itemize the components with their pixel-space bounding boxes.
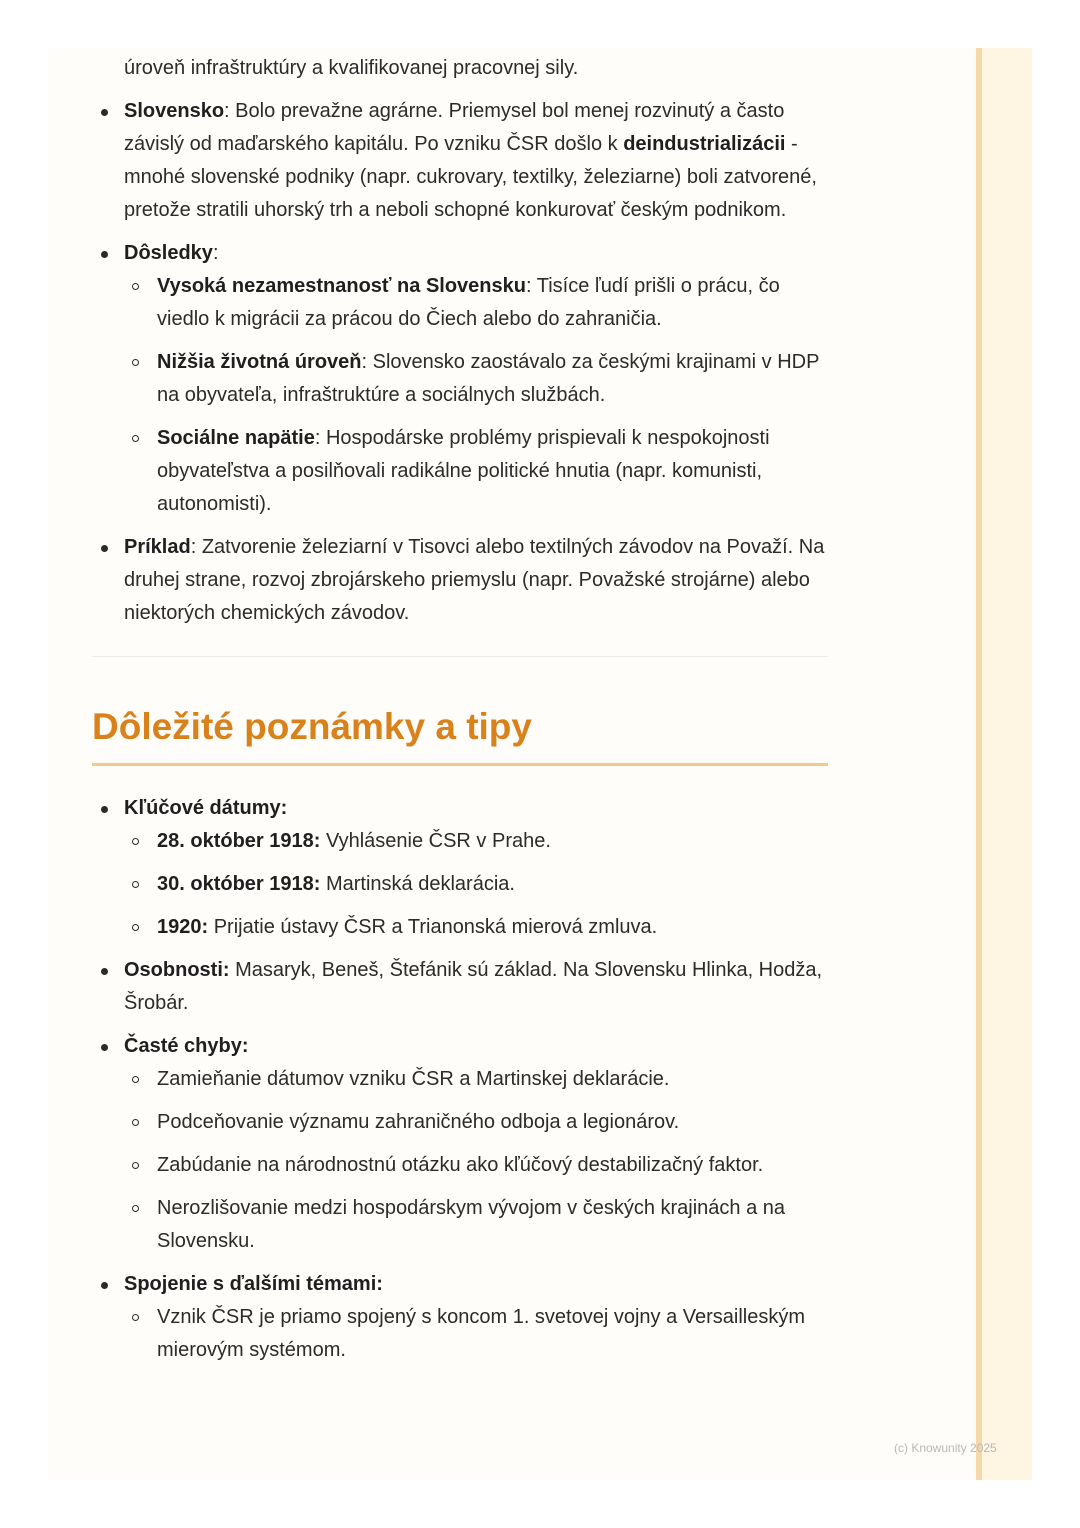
- text-span: : Slovensko zaostávalo za českými krajinami v HDP na obyvateľa, infraštruktúre a sociálnych službách.: [157, 351, 820, 406]
- section-divider: [92, 656, 828, 657]
- sub-list-item: [124, 1106, 832, 1139]
- text-span: Vznik ČSR je priamo spojený s koncom 1. svetovej vojny a Versailleským mierovým systémom.: [157, 1306, 806, 1361]
- text-span: : Tisíce ľudí prišli o prácu, čo viedlo k migrácii za prácou do Čiech alebo do zahraničia.: [157, 275, 780, 330]
- sub-list-item: [124, 868, 832, 901]
- text-span: Nerozlišovanie medzi hospodárskym vývojom v českých krajinách a na Slovensku.: [157, 1197, 786, 1252]
- bold-term: Kľúčové dátumy:: [124, 797, 288, 819]
- sub-list-item: [124, 1301, 832, 1367]
- bold-term: Nižšia životná úroveň: [157, 351, 362, 373]
- sub-list-item: [124, 911, 832, 944]
- sub-list: [124, 1301, 832, 1367]
- list-item: [92, 954, 832, 1020]
- text-span: Masaryk, Beneš, Štefánik sú základ. Na Slovensku Hlinka, Hodža, Šrobár.: [124, 959, 823, 1014]
- text-span: :: [212, 242, 219, 264]
- text-span: Zamieňanie dátumov vzniku ČSR a Martinskej deklarácie.: [157, 1068, 670, 1090]
- bold-term: 28. október 1918:: [157, 830, 321, 852]
- bold-term: Príklad: [124, 536, 191, 558]
- list-item: [92, 1268, 832, 1367]
- bold-term: Dôsledky: [124, 242, 213, 264]
- sub-list-item: [124, 422, 832, 521]
- list-item-text: [124, 797, 287, 819]
- bold-term: Sociálne napätie: [157, 427, 315, 449]
- bold-term: Spojenie s ďalšími témami:: [124, 1273, 383, 1295]
- sub-list: [124, 825, 832, 944]
- bold-term: 30. október 1918:: [157, 873, 321, 895]
- sub-list-item: [124, 1063, 832, 1096]
- list-item-text: [124, 959, 822, 1014]
- sub-list-item: [124, 346, 832, 412]
- list-item-text: [124, 100, 817, 221]
- economy-list: [92, 95, 832, 630]
- bold-term: deindustrializácii: [623, 133, 786, 155]
- sub-list: [124, 1063, 832, 1258]
- sub-list-item: [124, 270, 832, 336]
- bold-term: Časté chyby:: [124, 1035, 249, 1057]
- text-span: Podceňovanie významu zahraničného odboja a legionárov.: [157, 1111, 680, 1133]
- bold-term: Slovensko: [124, 100, 225, 122]
- copyright-footer: (c) Knowunity 2025: [894, 1441, 997, 1455]
- bold-term: Vysoká nezamestnanosť na Slovensku: [157, 275, 526, 297]
- list-item: [92, 1030, 832, 1258]
- notes-list: [92, 792, 832, 1367]
- list-item: [92, 95, 832, 227]
- text-span: : Hospodárske problémy prispievali k nespokojnosti obyvateľstva a posilňovali radikálne politické hnutia (napr. komunisti, autonomisti).: [157, 427, 770, 515]
- text-span: - mnohé slovenské podniky (napr. cukrovary, textilky, železiarne) boli zatvorené, pretože stratili uhorský trh a neboli schopné konkurovať českým podnikom.: [124, 133, 817, 221]
- list-item: [92, 792, 832, 944]
- sub-list-item: [124, 1192, 832, 1258]
- list-item-text: [124, 1035, 249, 1057]
- text-span: : Zatvorenie železiarní v Tisovci alebo textilných závodov na Považí. Na druhej strane, rozvoj zbrojárskeho priemyslu (napr. Považské strojárne) alebo niektorých chemických závodov.: [124, 536, 825, 624]
- text-span: Zabúdanie na národnostnú otázku ako kľúčový destabilizačný faktor.: [157, 1154, 764, 1176]
- text-span: Vyhlásenie ČSR v Prahe.: [320, 830, 551, 852]
- list-item-text: [124, 536, 824, 624]
- bold-term: Osobnosti:: [124, 959, 230, 981]
- intro-continuation: úroveň infraštruktúry a kvalifikovanej pracovnej sily.: [124, 57, 579, 79]
- heading-underline: [92, 763, 828, 766]
- text-span: Prijatie ústavy ČSR a Trianonská mierová zmluva.: [208, 916, 658, 938]
- sub-list-item: [124, 1149, 832, 1182]
- list-item-text: [124, 1273, 383, 1295]
- list-item: [92, 531, 832, 630]
- sub-list: [124, 270, 832, 521]
- side-accent-panel: [982, 48, 1032, 1480]
- document-content: [92, 52, 832, 1377]
- text-span: Martinská deklarácia.: [320, 873, 515, 895]
- bold-term: 1920:: [157, 916, 209, 938]
- section-heading: Dôležité poznámky a tipy: [92, 706, 532, 747]
- text-span: : Bolo prevažne agrárne. Priemysel bol menej rozvinutý a často závislý od maďarského kapitálu. Po vzniku ČSR došlo k: [124, 100, 785, 155]
- list-item-text: [124, 242, 219, 264]
- list-item: [92, 237, 832, 521]
- sub-list-item: [124, 825, 832, 858]
